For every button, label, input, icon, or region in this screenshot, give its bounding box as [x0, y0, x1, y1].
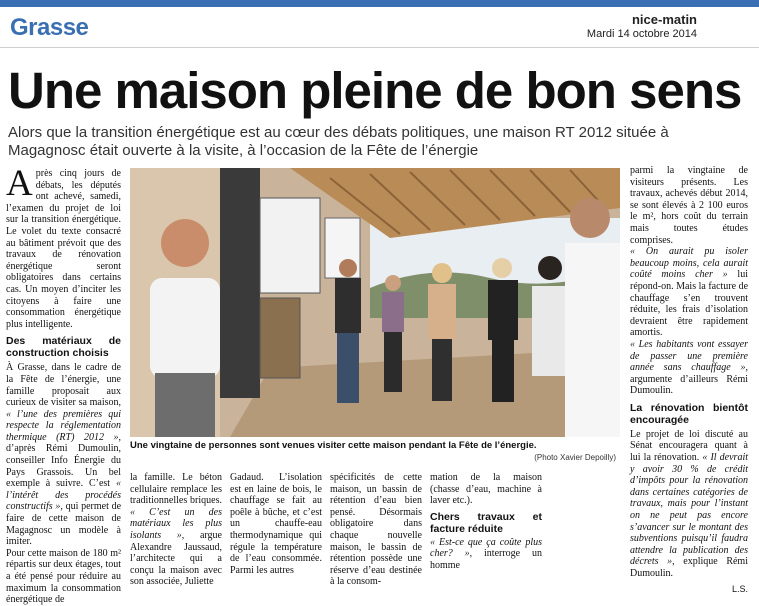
section-title: Grasse: [10, 14, 89, 41]
subheading-materials: Des matériaux de construction choisis: [6, 335, 121, 360]
photo-credit: (Photo Xavier Depoilly): [534, 453, 616, 462]
intro-paragraph: Après cinq jours de débats, les députés ont achevé, samedi, l’examen du projet de loi sur la transition énergétique. Le volet du texte consacré au bâtiment prévoit que des travaux de rénovation énergétique seront obligatoires dans certains cas. Un moyen d’inciter les citoyens à faire une consommation énergétique plus intelligente.: [6, 163, 121, 330]
left-text-column: [6, 163, 122, 606]
subheading-costs: Chers travaux et facture réduite: [430, 510, 542, 535]
bottom-column-4: mation de la maison (chasse d’eau, machine à laver etc.). Chers travaux et facture réduite « Est-ce que ça coûte plus cher? », interroge un homme: [430, 472, 542, 571]
publication-date: Mardi 14 octobre 2014: [586, 28, 697, 40]
paragraph: parmi la vingtaine de visiteurs présents. Les travaux, achevés début 2014, se sont élevés à 2 100 euros le m², hors coût du terrain mais toutes études comprises.: [630, 165, 748, 246]
photo-caption: Une vingtaine de personnes sont venues visiter cette maison pendant la Fête de l’énergie.: [130, 440, 537, 451]
drop-cap: A: [6, 163, 33, 204]
bottom-text-columns: [130, 472, 622, 588]
paragraph: « Les habitants vont essayer de passer une première année sans chauffage », argumente d’ailleurs Rémi Dumoulin.: [630, 338, 748, 397]
subheading-renovation: La rénovation bientôt encouragée: [630, 401, 748, 426]
bottom-column-3: spécificités de cette maison, un bassin de rétention d’eau bien pensé. Désormais obligatoire dans chaque nouvelle maison, le bassin de rétention possède une réserve d’eau destinée à la consom-: [330, 472, 422, 588]
author-signature: L.S.: [731, 583, 748, 594]
article-headline: Une maison pleine de bon sens: [8, 62, 742, 119]
paragraph: Pour cette maison de 180 m² répartis sur deux étages, tout a été pensé pour réduire au maximum la consommation énergétique de: [6, 547, 121, 606]
paragraph: « On aurait pu isoler beaucoup moins, cela aurait coûté moins cher » lui répond-on. Mais la facture de chauffage s’en trouvent réduite, les frais d’isolation devraient être rapidement amortis.: [630, 246, 749, 339]
header-divider: [0, 47, 759, 48]
paragraph: À Grasse, dans le cadre de la Fête de l’énergie, une famille proposait aux curieux de visiter sa maison, « l’une des premières qui respecte la réglementation thermique (RT) 2012 », d’après Rémi Dumoulin, conseiller Info Énergie du Pays Grassois. Un bel exemple à suivre. C’est « l’intérêt des procédés constructifs », qui permet de faire de cette maison de Magagnosc un modèle à imiter.: [6, 362, 122, 548]
bottom-column-1: la famille. Le béton cellulaire remplace les traditionnelles briques. « C’est un des matériaux les plus isolants », argue Alexandre Jaussaud, l’architecte qui a conçu la maison avec son associée, Juliette: [130, 472, 222, 588]
paragraph: Le projet de loi discuté au Sénat encouragera quant à lui la rénovation. « Il devrait y avoir 30 % de crédit d’impôts pour la rénovation dans certaines catégories de travaux, mais pour l’instant on ne peut pas encore s’avancer sur le montant des subventions puisqu’il faudra attendre la publication des décrets », explique Rémi Dumoulin.: [630, 428, 748, 579]
article-photo: [130, 168, 620, 437]
bottom-column-2: Gadaud. L’isolation est en laine de bois, le chauffage se fait au poêle à bûche, et c’est un chauffe-eau thermodynamique qui régule la température de l’eau consommée. Parmi les autres: [230, 472, 322, 576]
article-standfirst: Alors que la transition énergétique est au cœur des débats politiques, une maison RT 2012 située à Magagnosc était ouverte à la visite, à l’occasion de la Fête de l’énergie: [8, 124, 669, 159]
right-text-column: [630, 165, 748, 595]
visitors-photo-illustration: [130, 168, 620, 437]
top-color-band: [0, 0, 759, 7]
newspaper-name: nice-matin: [631, 12, 697, 27]
